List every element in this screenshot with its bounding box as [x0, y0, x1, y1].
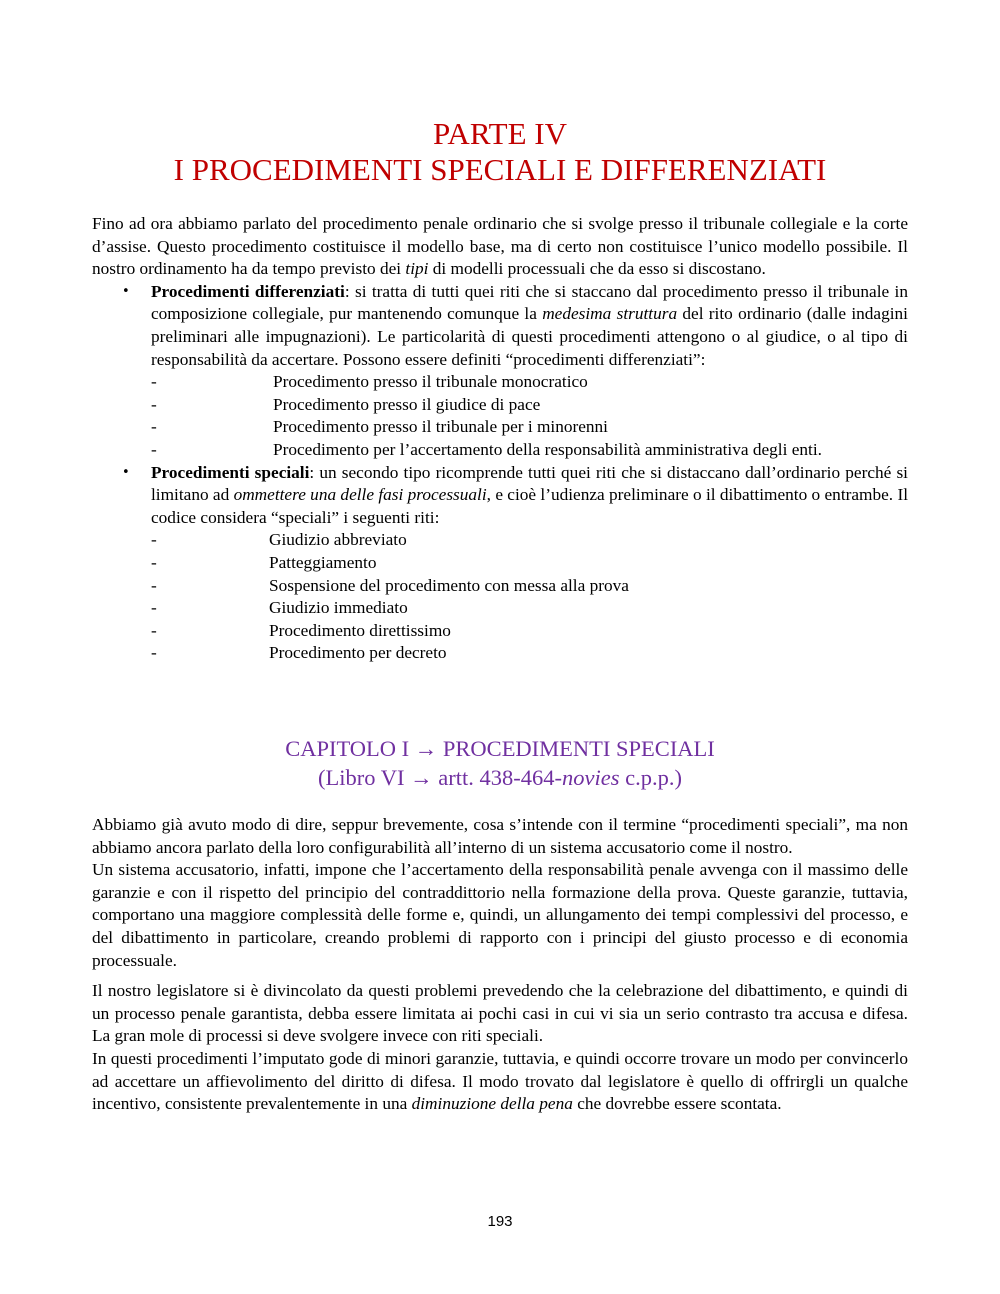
list-item	[151, 529, 908, 552]
paragraph-4-emphasis: diminuzione della pena	[411, 1094, 573, 1114]
part-title-line1: PARTE IV	[433, 116, 567, 151]
intro-section	[92, 213, 908, 665]
speciali-list	[151, 529, 908, 665]
list-item	[151, 371, 908, 394]
bullet-speciali	[92, 462, 908, 665]
paragraph-1: Abbiamo già avuto modo di dire, seppur brevemente, cosa s’intende con il termine “procedimenti speciali”, ma non abbiamo ancora parlato della loro configurabilità all’interno di un sistema accusatorio come il nostro.	[92, 815, 908, 857]
paragraph-3: Il nostro legislatore si è divincolato da questi problemi prevedendo che la celebrazione del dibattimento, e quindi di un processo penale garantista, debba essere limitata ai pochi casi in cui vi sia un serio contrasto tra accusa e difesa. La gran mole di processi si deve svolgere invece con riti speciali.	[92, 981, 908, 1046]
paragraph-2: Un sistema accusatorio, infatti, impone che l’accertamento della responsabilità penale avvenga con il massimo delle garanzie e con il rispetto del principio del contraddittorio nella formazione della prova. Queste garanzie, tuttavia, comportano una maggiore complessità delle forme e, quindi, un allungamento dei tempi complessivi del processo, e del dibattimento in particolare, creando problemi di rapporto con i principi del giusto processo e di economia processuale.	[92, 860, 908, 970]
intro-text-end: di modelli processuali che da esso si discostano.	[428, 259, 766, 279]
list-item	[151, 575, 908, 598]
list-item-text: Giudizio immediato	[269, 598, 408, 618]
paragraph-4-text-b: che dovrebbe essere scontata.	[572, 1094, 782, 1114]
list-item-text: Procedimento direttissimo	[269, 620, 451, 640]
dash-marker: -	[151, 530, 157, 550]
bullet-differenziati-term: Procedimenti differenziati	[151, 281, 345, 301]
list-item	[151, 416, 908, 439]
dash-marker: -	[151, 394, 157, 414]
intro-emphasis: tipi	[405, 259, 429, 279]
bullet-speciali-term: Procedimenti speciali	[151, 462, 310, 482]
dash-marker: -	[151, 439, 157, 459]
list-item	[151, 620, 908, 643]
chapter-title-line2	[92, 763, 908, 792]
part-title	[92, 116, 908, 188]
dash-marker: -	[151, 620, 157, 640]
bullet-speciali-text-a: : un secondo tipo ricomprende tutti quei riti che si distaccano dall’ordinario perché si limitano ad	[151, 462, 908, 505]
list-item-text: Procedimento per decreto	[269, 643, 447, 663]
intro-paragraph	[92, 213, 908, 281]
chapter-body	[92, 814, 908, 1116]
differenziati-list	[151, 371, 908, 461]
list-item-text: Giudizio abbreviato	[269, 530, 407, 550]
chapter-line2-emphasis: novies	[561, 765, 620, 790]
part-title-line2: I PROCEDIMENTI SPECIALI E DIFFERENZIATI	[173, 152, 827, 187]
list-item-text: Procedimento presso il tribunale per i minorenni	[273, 417, 608, 437]
dash-marker: -	[151, 643, 157, 663]
list-item-text: Procedimento presso il tribunale monocratico	[273, 372, 588, 392]
dash-marker: -	[151, 575, 157, 595]
list-item-text: Sospensione del procedimento con messa alla prova	[269, 575, 629, 595]
dash-marker: -	[151, 417, 157, 437]
paragraph-4-text-a: In questi procedimenti l’imputato gode di minori garanzie, tuttavia, e quindi occorre trovare un modo per convincerlo ad accettare un affievolimento del diritto di difesa. Il modo trovato dal legislatore è quello di offrirgli un qualche incentivo, consistente prevalentemente in una	[92, 1048, 908, 1114]
bullet-differenziati-text-b: del rito ordinario (dalle indagini preliminari alle impugnazioni). Le particolarità di questi procedimenti attengono o al giudice, o al tipo di responsabilità da accertare. Possono essere definiti “procedimenti differenziati”:	[151, 304, 908, 369]
bullet-differenziati-text	[151, 281, 908, 371]
list-item	[151, 642, 908, 665]
dash-marker: -	[151, 552, 157, 572]
bullet-differenziati	[92, 281, 908, 462]
dash-marker: -	[151, 598, 157, 618]
bullet-list	[92, 281, 908, 665]
bullet-speciali-text	[151, 462, 908, 530]
intro-text: Fino ad ora abbiamo parlato del procedimento penale ordinario che si svolge presso il tribunale collegiale e la corte d’assise. Questo procedimento costituisce il modello base, ma di certo non costituisce l’unico modello possibile. Il nostro ordinamento ha da tempo previsto dei	[92, 214, 908, 279]
list-item-text: Procedimento presso il giudice di pace	[273, 394, 541, 414]
list-item	[151, 394, 908, 417]
bullet-speciali-text-b: , e cioè l’udienza preliminare o il dibattimento o entrambe. Il codice considera “speciali” i seguenti riti:	[151, 485, 908, 527]
bullet-dot-icon: •	[122, 464, 130, 480]
dash-marker: -	[151, 372, 157, 392]
page-number: 193	[487, 1213, 513, 1230]
list-item	[151, 552, 908, 575]
bullet-speciali-emphasis: ommettere una delle fasi processuali	[233, 485, 487, 505]
chapter-line2-text-a: (Libro VI → artt. 438-464-	[318, 765, 562, 790]
bullet-differenziati-emphasis: medesima struttura	[542, 304, 678, 324]
list-item-text: Procedimento per l’accertamento della responsabilità amministrativa degli enti.	[273, 439, 822, 459]
list-item	[151, 439, 908, 462]
list-item	[151, 597, 908, 620]
bullet-differenziati-text-a: : si tratta di tutti quei riti che si staccano dal procedimento presso il tribunale in composizione collegiale, pur mantenendo comunque la	[151, 281, 909, 324]
chapter-title-line1: CAPITOLO I → PROCEDIMENTI SPECIALI	[285, 736, 715, 761]
paragraph-gap	[92, 972, 908, 980]
chapter-title	[92, 734, 908, 792]
list-item-text: Patteggiamento	[269, 552, 377, 572]
chapter-line2-text-b: c.p.p.)	[619, 765, 682, 790]
paragraph-4	[92, 1048, 908, 1116]
bullet-dot-icon: •	[122, 283, 130, 299]
